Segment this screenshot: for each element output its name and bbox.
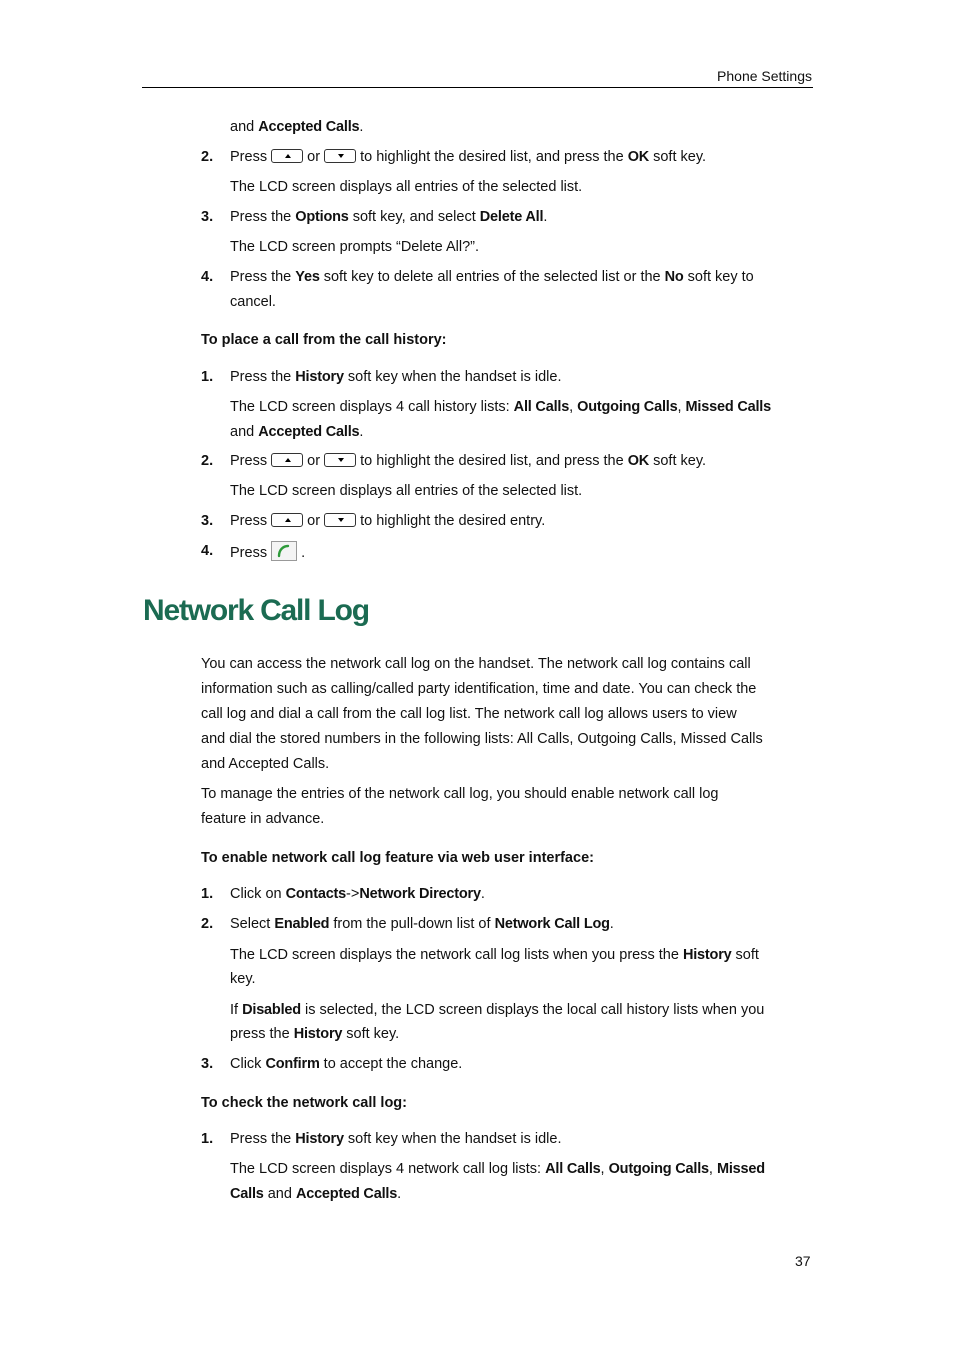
procedure-heading: To place a call from the call history: bbox=[201, 332, 447, 348]
paragraph-line: information such as calling/called party identification, time and date. You can check the bbox=[201, 681, 757, 697]
page-number: 37 bbox=[795, 1253, 811, 1269]
step-note-continued: Calls and Accepted Calls. bbox=[230, 1186, 402, 1202]
step-number: 2. bbox=[201, 916, 214, 932]
step-note: The LCD screen displays all entries of the selected list. bbox=[230, 483, 583, 499]
step-text: Press the History soft key when the handset is idle. bbox=[230, 369, 562, 385]
step-note-continued: and Accepted Calls. bbox=[230, 424, 364, 440]
step-number: 4. bbox=[201, 269, 214, 285]
step-text: Select Enabled from the pull-down list of Network Call Log. bbox=[230, 916, 614, 932]
step-text: Press or to highlight the desired list, and press the OK soft key. bbox=[230, 453, 707, 469]
step-text: Click Confirm to accept the change. bbox=[230, 1056, 463, 1072]
running-header: Phone Settings bbox=[717, 68, 812, 84]
up-arrow-key-icon bbox=[271, 149, 303, 163]
step-text: Click on Contacts->Network Directory. bbox=[230, 886, 485, 902]
up-arrow-key-icon bbox=[271, 453, 303, 467]
step-number: 3. bbox=[201, 1056, 214, 1072]
paragraph-line: and dial the stored numbers in the following lists: All Calls, Outgoing Calls, Missed Calls bbox=[201, 731, 763, 747]
procedure-heading: To check the network call log: bbox=[201, 1095, 407, 1111]
section-title: Network Call Log bbox=[143, 594, 369, 627]
paragraph-line: You can access the network call log on the handset. The network call log contains call bbox=[201, 656, 751, 672]
down-arrow-key-icon bbox=[324, 149, 356, 163]
step-number: 2. bbox=[201, 453, 214, 469]
up-arrow-key-icon bbox=[271, 513, 303, 527]
step-number: 3. bbox=[201, 209, 214, 225]
step-text: Press the Yes soft key to delete all entries of the selected list or the No soft key to bbox=[230, 269, 754, 285]
step-note: The LCD screen displays 4 call history lists: All Calls, Outgoing Calls, Missed Calls bbox=[230, 399, 771, 415]
step-text-continued: cancel. bbox=[230, 294, 276, 310]
step-number: 4. bbox=[201, 543, 214, 559]
step-text: Press the History soft key when the handset is idle. bbox=[230, 1131, 562, 1147]
down-arrow-key-icon bbox=[324, 513, 356, 527]
step-note: The LCD screen displays the network call log lists when you press the History soft bbox=[230, 947, 759, 963]
step-text: Press or to highlight the desired list, and press the OK soft key. bbox=[230, 149, 707, 165]
step-note: If Disabled is selected, the LCD screen displays the local call history lists when you bbox=[230, 1002, 765, 1018]
step-text: Press . bbox=[230, 543, 305, 563]
step-note-continued: key. bbox=[230, 971, 256, 987]
step-text: Press the Options soft key, and select Delete All. bbox=[230, 209, 548, 225]
step-number: 1. bbox=[201, 886, 214, 902]
step-note: The LCD screen displays all entries of the selected list. bbox=[230, 179, 583, 195]
step-number: 2. bbox=[201, 149, 214, 165]
step-note: The LCD screen displays 4 network call log lists: All Calls, Outgoing Calls, Missed bbox=[230, 1161, 765, 1177]
list-continuation: and Accepted Calls. bbox=[230, 119, 364, 135]
off-hook-call-icon bbox=[271, 541, 297, 561]
procedure-heading: To enable network call log feature via web user interface: bbox=[201, 850, 594, 866]
header-rule bbox=[142, 87, 813, 88]
step-note-continued: press the History soft key. bbox=[230, 1026, 400, 1042]
step-text: Press or to highlight the desired entry. bbox=[230, 513, 546, 529]
paragraph-line: feature in advance. bbox=[201, 811, 325, 827]
step-number: 1. bbox=[201, 1131, 214, 1147]
step-note: The LCD screen prompts “Delete All?”. bbox=[230, 239, 480, 255]
paragraph-line: To manage the entries of the network call log, you should enable network call log bbox=[201, 786, 719, 802]
down-arrow-key-icon bbox=[324, 453, 356, 467]
step-number: 3. bbox=[201, 513, 214, 529]
step-number: 1. bbox=[201, 369, 214, 385]
paragraph-line: call log and dial a call from the call log list. The network call log allows users to view bbox=[201, 706, 737, 722]
paragraph-line: and Accepted Calls. bbox=[201, 756, 330, 772]
